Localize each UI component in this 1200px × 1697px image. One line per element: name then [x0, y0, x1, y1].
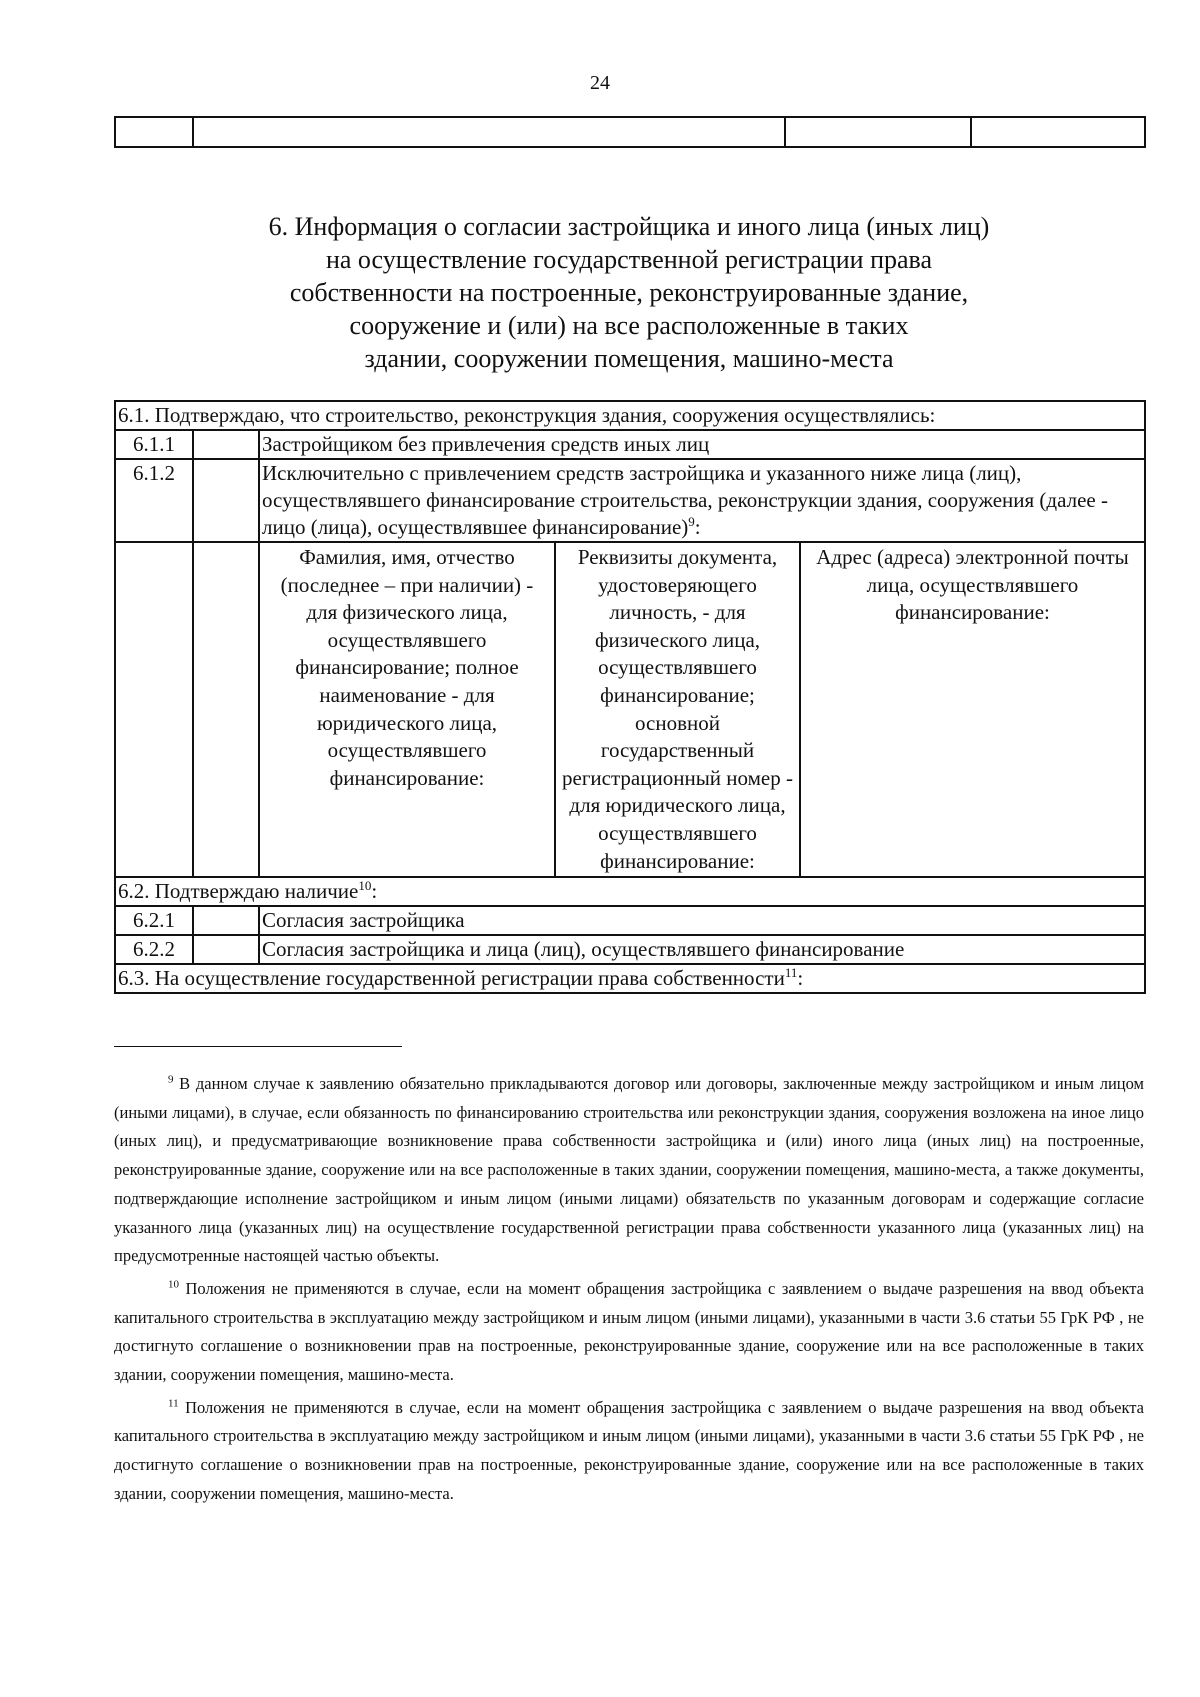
row-6-1-2-tail: : [694, 515, 701, 539]
table-cell [193, 117, 785, 147]
page-number: 24 [590, 72, 610, 94]
table-cell [971, 117, 1145, 147]
footnotes [114, 1070, 1144, 1513]
footnote-text: В данном случае к заявлению обязательно прикладываются договор или договоры, заключенные между застройщиком и иным лицом (иными лицами), в случае, если обязанность по финансированию строительства или реконструкции здания, сооружения возложена на иное лицо (иных лиц), и предусматривающие возникновение права собственности застройщика и (или) иного лица (иных лиц) на построенные, реконструированные здание, сооружение или на все расположенные в таких здании, сооружении помещения, машино-места, а также документы, подтверждающие исполнение застройщиком и иным лицом (иными лицами) обязательств по указанным договорам и содержащие согласие указанного лица (указанных лиц) на осуществление государственной регистрации права собственности указанного лица (указанных лиц) на предусмотренные настоящей частью объекты. [114, 1074, 1144, 1266]
checkbox-cell[interactable] [193, 430, 259, 459]
section-title-line: собственности на построенные, реконструированные здание, [289, 278, 969, 307]
row-6-3-body: 6.3. На осуществление государственной регистрации права собственности [118, 966, 785, 991]
footnote-mark: 11 [168, 1397, 179, 1410]
footnote-ref: 9 [688, 514, 695, 529]
row-6-1-2-text [259, 459, 1145, 542]
row-6-1-text: 6.1. Подтверждаю, что строительство, реконструкция здания, сооружения осуществлялись: [115, 401, 1145, 430]
row-6-1-2-body: Исключительно с привлечением средств застройщика и указанного ниже лица (лиц), осуществлявшего финансирование строительства, реконструкции здания, сооружения (далее - лицо (лица), осуществлявшее финансирование) [262, 461, 1108, 539]
section-title-line: сооружение и (или) на все расположенные в таких [349, 311, 909, 340]
table-row [115, 542, 1145, 877]
table-cell [115, 542, 193, 877]
consent-table [114, 400, 1146, 994]
checkbox-cell[interactable] [193, 459, 259, 542]
checkbox-cell[interactable] [193, 935, 259, 964]
table-row [115, 459, 1145, 542]
footnote-mark: 9 [168, 1073, 174, 1086]
footnote [114, 1070, 1144, 1271]
row-6-2-2-text: Согласия застройщика и лица (лиц), осуществлявшего финансирование [259, 935, 1145, 964]
table-row [115, 964, 1145, 993]
footnote-ref: 11 [784, 965, 798, 981]
row-6-1-1-text: Застройщиком без привлечения средств иных лиц [259, 430, 1145, 459]
table-row [115, 430, 1145, 459]
footnote [114, 1275, 1144, 1390]
table-cell [193, 542, 259, 877]
column-head-document: Реквизиты документа, удостоверяющего личность, - для физического лица, осуществлявшего финансирование; основной государственный регистрационный номер - для юридического лица, осуществлявшего финансирование: [555, 542, 800, 877]
table-row [115, 117, 1145, 147]
table-row [115, 401, 1145, 430]
table-cell [785, 117, 971, 147]
row-6-2-text [115, 877, 1145, 906]
section-title-line: 6. Информация о согласии застройщика и иного лица (иных лиц) [268, 212, 990, 241]
footnote-ref: 10 [358, 878, 372, 894]
row-6-3-text [115, 964, 1145, 993]
row-6-2-body: 6.2. Подтверждаю наличие [118, 879, 359, 904]
footnote-mark: 10 [168, 1278, 179, 1291]
table-cell [115, 117, 193, 147]
table-row [115, 906, 1145, 935]
column-head-email: Адрес (адреса) электронной почты лица, осуществлявшего финансирование: [800, 542, 1145, 877]
section-title [114, 210, 1144, 375]
row-6-2-tail: : [371, 879, 378, 904]
row-6-2-2-number: 6.2.2 [115, 935, 193, 964]
footnote-text: Положения не применяются в случае, если на момент обращения застройщика с заявлением о выдаче разрешения на ввод объекта капитального строительства в эксплуатацию между застройщиком и иным лицом (иными лицами), указанными в части 3.6 статьи 55 ГрК РФ , не достигнуто соглашение о возникновении прав на построенные, реконструированные здание, сооружение или на все расположенные в таких здании, сооружении помещения, машино-места. [114, 1278, 1144, 1385]
section-title-line: на осуществление государственной регистрации права [325, 245, 933, 274]
row-6-1-1-number: 6.1.1 [115, 430, 193, 459]
row-6-2-1-text: Согласия застройщика [259, 906, 1145, 935]
row-6-3-tail: : [797, 966, 804, 991]
footnote-text: Положения не применяются в случае, если на момент обращения застройщика с заявлением о выдаче разрешения на ввод объекта капитального строительства в эксплуатацию между застройщиком и иным лицом (иными лицами), указанными в части 3.6 статьи 55 ГрК РФ , не достигнуто соглашение о возникновении прав на построенные, реконструированные здание, сооружение или на все расположенные в таких здании, сооружении помещения, машино-места. [114, 1397, 1144, 1503]
table-row [115, 935, 1145, 964]
row-6-1-2-number: 6.1.2 [115, 459, 193, 542]
row-6-2-1-number: 6.2.1 [115, 906, 193, 935]
continued-table-row [114, 116, 1146, 148]
footnote [114, 1394, 1144, 1509]
column-head-name: Фамилия, имя, отчество (последнее – при наличии) - для физического лица, осуществлявшего финансирование; полное наименование - для юридического лица, осуществлявшего финансирование: [259, 542, 555, 877]
section-title-line: здании, сооружении помещения, машино-места [364, 344, 894, 373]
checkbox-cell[interactable] [193, 906, 259, 935]
footnote-divider [114, 1046, 402, 1047]
table-row [115, 877, 1145, 906]
